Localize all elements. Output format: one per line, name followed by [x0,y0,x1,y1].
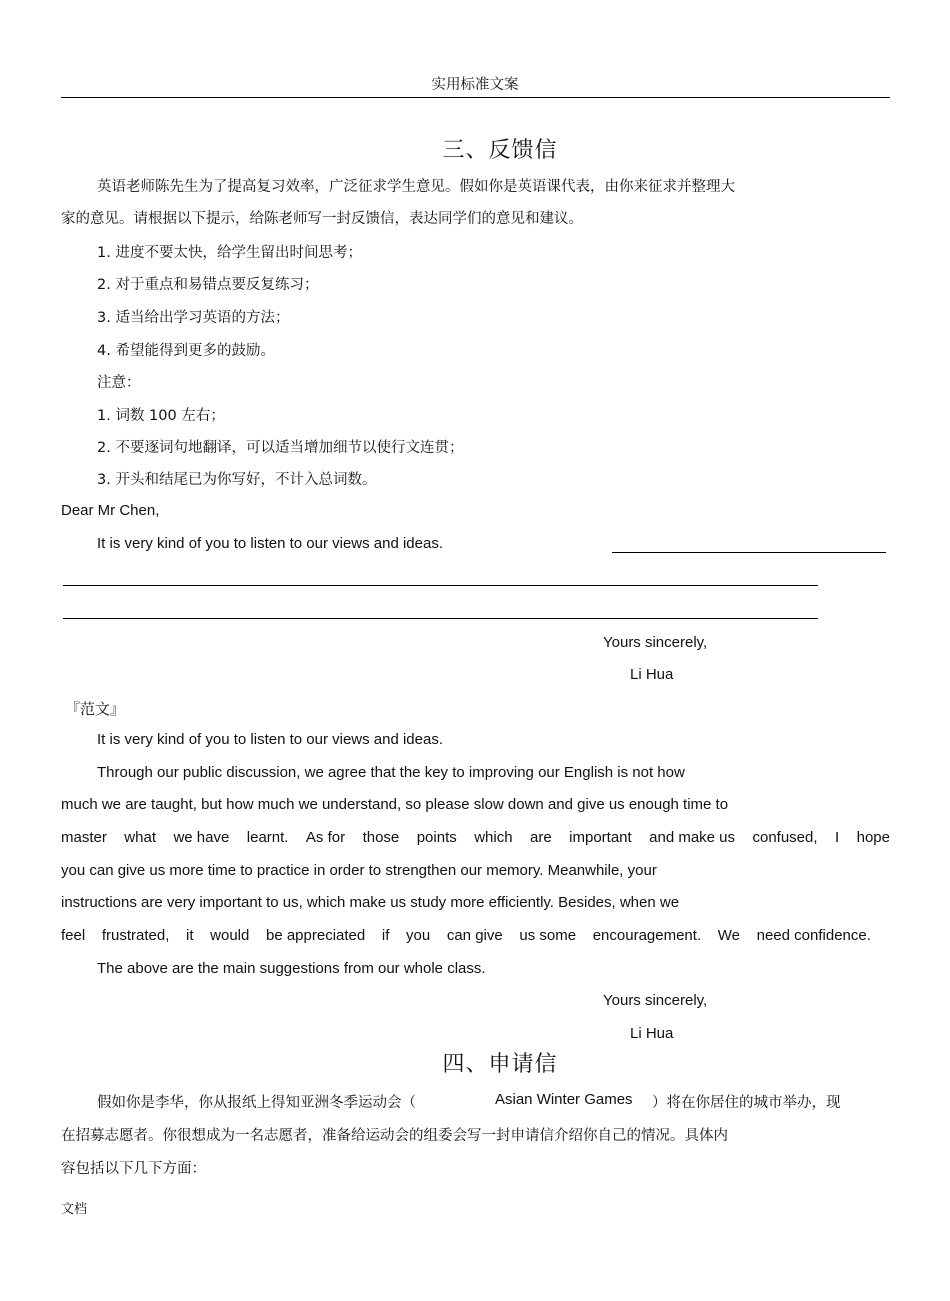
hint-point-3: 3. 适当给出学习英语的方法； [97,310,290,326]
task4-intro-line-1b: Asian Winter Games [495,1091,633,1108]
writing-line-2 [63,585,818,586]
page-header: 实用标准文案 [431,77,519,93]
word: if [381,927,390,944]
word: learnt. [246,829,289,846]
section-title-feedback-letter: 三、反馈信 [442,138,558,163]
sample-line-6 [61,927,871,944]
word: hope [856,829,890,846]
task4-intro-line-2: 在招募志愿者。你很想成为一名志愿者，准备给运动会的组委会写一封申请信介绍你自己的情况。具体内 [61,1128,728,1144]
word: those [362,829,400,846]
word: us some [519,927,577,944]
sample-line-4: you can give us more time to practice in order to strengthen our memory. Meanwhile, your [61,862,657,879]
task-intro-line-2: 家的意见。请根据以下提示，给陈老师写一封反馈信，表达同学们的意见和建议。 [61,211,583,227]
word: it [186,927,194,944]
word: As for [305,829,346,846]
word: can give [446,927,503,944]
word: need confidence. [756,927,871,944]
word: master [61,829,107,846]
letter-closing: Yours sincerely, [603,634,708,651]
word: We [717,927,740,944]
word: feel [61,927,86,944]
word: I [834,829,840,846]
word: would [210,927,250,944]
page-footer: 文档 [61,1202,88,1217]
sample-closing: Yours sincerely, [603,992,708,1009]
word: frustrated, [101,927,170,944]
letter-opening: It is very kind of you to listen to our views and ideas. [97,535,444,552]
sample-opening: It is very kind of you to listen to our views and ideas. [97,731,444,748]
word: what [124,829,156,846]
writing-line-3 [63,618,818,619]
word: confused, [752,829,818,846]
letter-greeting: Dear Mr Chen, [61,502,160,519]
sample-line-7: The above are the main suggestions from our whole class. [97,960,486,977]
note-1: 1. 词数 100 左右； [97,408,225,424]
task-intro-line-1: 英语老师陈先生为了提高复习效率，广泛征求学生意见。假如你是英语课代表，由你来征求并整理大 [97,179,735,195]
sample-label: 『范文』 [65,700,126,718]
word: be appreciated [265,927,366,944]
word: which [474,829,513,846]
word: are [530,829,552,846]
word: and make us [649,829,736,846]
header-rule [61,97,890,98]
hint-point-1: 1. 进度不要太快，给学生留出时间思考； [97,245,362,261]
word: we have [173,829,230,846]
task4-intro-line-3: 容包括以下几下方面： [61,1161,206,1177]
word: important [569,829,632,846]
note-2: 2. 不要逐词句地翻译，可以适当增加细节以使行文连贯； [97,440,464,456]
letter-signature: Li Hua [630,666,674,683]
note-3: 3. 开头和结尾已为你写好，不计入总词数。 [97,472,377,488]
notes-label: 注意： [97,375,141,391]
hint-point-2: 2. 对于重点和易错点要反复练习； [97,277,319,293]
hint-point-4: 4. 希望能得到更多的鼓励。 [97,343,275,359]
section-title-application-letter: 四、申请信 [442,1052,558,1077]
task4-intro-line-1a: 假如你是李华，你从报纸上得知亚洲冬季运动会（ [97,1095,416,1111]
writing-line-1 [612,552,886,553]
word: you [406,927,431,944]
sample-line-2: much we are taught, but how much we understand, so please slow down and give us enough time to [61,796,729,813]
sample-signature: Li Hua [630,1025,674,1042]
task4-intro-line-1c: ）将在你居住的城市举办，现 [652,1095,841,1111]
word: points [416,829,457,846]
word: encouragement. [592,927,702,944]
sample-line-5: instructions are very important to us, which make us study more efficiently. Besides, when we [61,894,680,911]
sample-line-1: Through our public discussion, we agree that the key to improving our English is not how [97,764,685,781]
sample-line-3 [61,829,890,846]
